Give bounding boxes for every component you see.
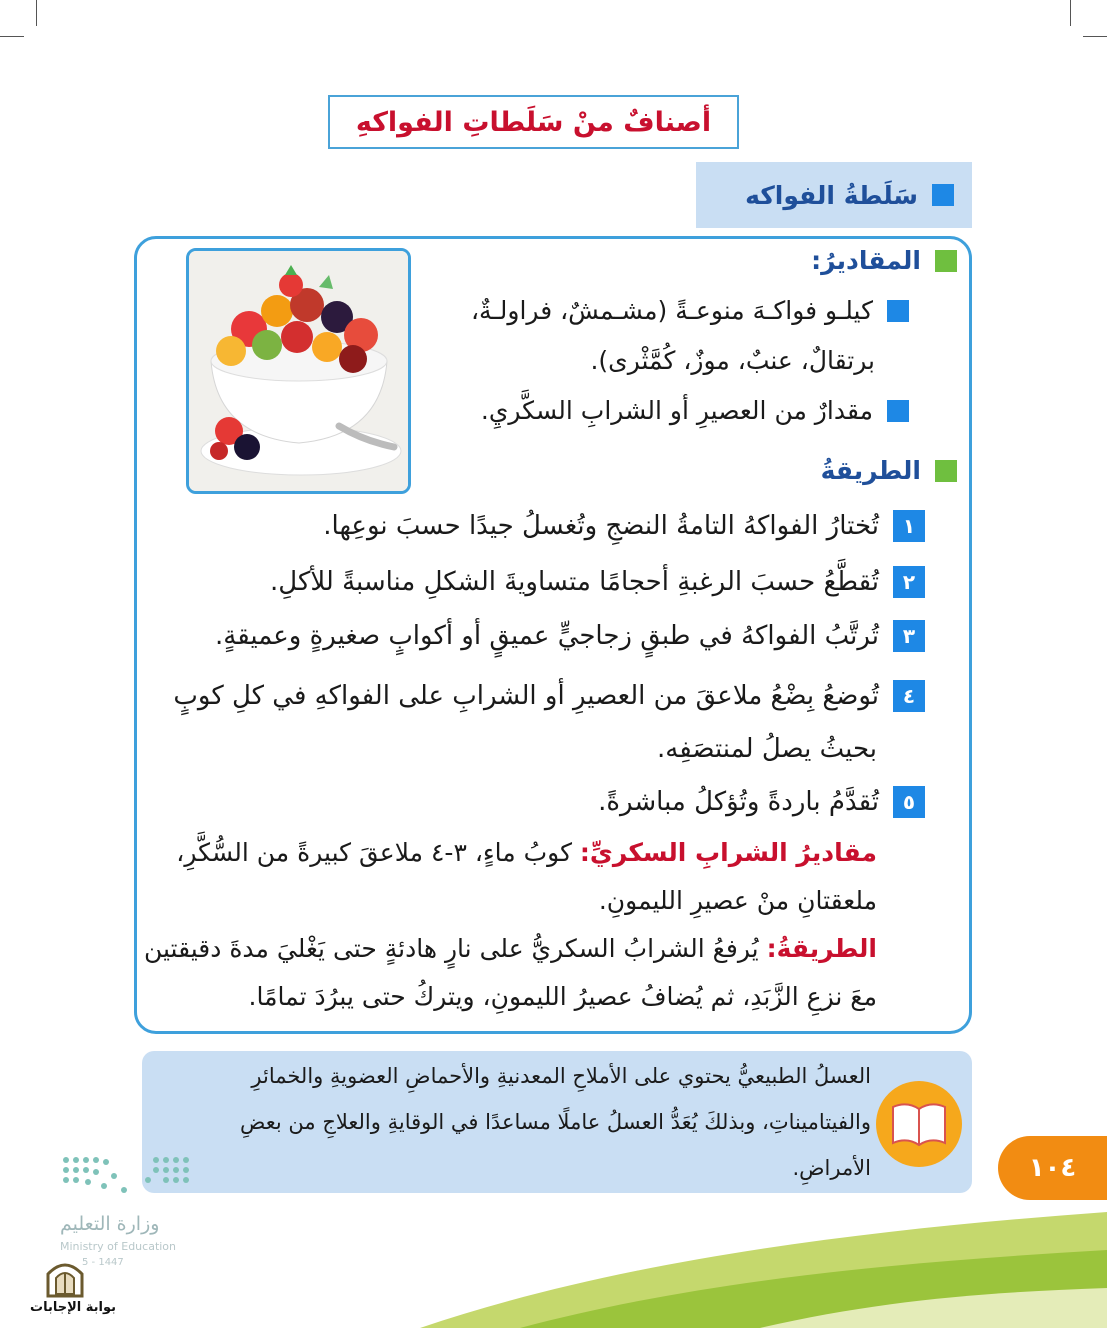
- portal-label: بوابة الإجابات: [30, 1300, 116, 1315]
- ingredient-item: [471, 296, 909, 325]
- syrup-ingredients: [176, 838, 877, 867]
- step-text: تُختارُ الفواكهُ التامةُ النضجِ وتُغسلُ جيدًا حسبَ نوعِها.: [323, 511, 879, 541]
- syrup-method-text: معَ نزعِ الزَّبَدِ، ثم يُضافُ عصيرُ الليمونِ، ويتركُ حتى يبرُدَ تمامًا.: [248, 982, 877, 1011]
- method-heading: [821, 456, 957, 485]
- syrup-method-label: الطريقةُ:: [766, 934, 877, 963]
- ingredient-item: [481, 396, 909, 425]
- section-header: [696, 162, 972, 228]
- fruit-bowl-illustration: [189, 251, 408, 491]
- ingredient-text: برتقالٌ، عنبٌ، موزٌ، كُمَّثْرى).: [590, 346, 875, 375]
- ministry-name-ar: وزارة التعليم: [60, 1213, 160, 1235]
- syrup-method-text: يُرفعُ الشرابُ السكريُّ على نارٍ هادئةٍ حتى يَغْليَ مدةَ دقيقتين: [143, 934, 759, 963]
- syrup-method: [144, 934, 877, 963]
- ingredient-item-continued: [590, 346, 875, 375]
- ingredient-text: مقدارٌ من العصيرِ أو الشرابِ السكَّريِ.: [480, 396, 873, 425]
- step-text: بحيثُ يصلُ لمنتصَفِه.: [657, 734, 877, 764]
- ministry-name-en: Ministry of Education: [60, 1240, 177, 1253]
- section-title: سَلَطةُ الفواكه: [745, 180, 918, 210]
- step-text: تُقطَّعُ حسبَ الرغبةِ أحجامًا متساويةَ الشكلِ مناسبةً للأكلِ.: [270, 567, 879, 597]
- info-line: الأمراضِ.: [792, 1156, 871, 1180]
- page-number-text: ١٠٤: [1028, 1153, 1077, 1183]
- fruit-salad-photo: [186, 248, 411, 494]
- info-text: [792, 1156, 871, 1180]
- info-line: والفيتاميناتِ، وبذلكَ يُعَدُّ العسلُ عاملًا مساعدًا في الوقايةِ والعلاجِ من بعضِ: [240, 1110, 871, 1134]
- open-book-icon: [889, 1099, 949, 1149]
- step-text: تُرتَّبُ الفواكهُ في طبقٍ زجاجيٍّ عميقٍ أو أكوابٍ صغيرةٍ وعميقةٍ.: [215, 621, 879, 651]
- info-line: العسلُ الطبيعيُّ يحتوي على الأملاحِ المعدنيةِ والأحماضِ العضويةِ والخمائرِ: [251, 1064, 871, 1088]
- page-number: [998, 1136, 1107, 1200]
- ministry-year: 5 - 1447: [82, 1257, 124, 1268]
- page-title: [328, 95, 739, 149]
- method-step: [173, 680, 925, 712]
- ingredients-heading: [811, 246, 957, 275]
- green-square-icon: [935, 250, 957, 272]
- info-text: [251, 1064, 871, 1088]
- step-number: ٢: [893, 566, 925, 598]
- step-number: ٤: [893, 680, 925, 712]
- square-bullet-icon: [887, 400, 909, 422]
- method-step: [323, 510, 925, 542]
- portal-logo: [28, 1256, 102, 1326]
- syrup-method-continued: [249, 982, 877, 1011]
- method-heading-text: الطريقةُ: [820, 456, 921, 485]
- square-bullet-icon: [932, 184, 954, 206]
- syrup-label: مقاديرُ الشرابِ السكريِّ:: [579, 838, 877, 867]
- square-bullet-icon: [887, 300, 909, 322]
- syrup-ingredients-continued: [599, 886, 877, 915]
- method-step-continued: [657, 734, 877, 764]
- step-number: ٣: [893, 620, 925, 652]
- green-square-icon: [935, 460, 957, 482]
- method-step: [598, 786, 925, 818]
- ingredient-text: كيلـو فواكـهَ منوعـةً (مشـمشٌ، فراولـةٌ،: [470, 296, 873, 325]
- step-number: ١: [893, 510, 925, 542]
- book-icon: [876, 1081, 962, 1167]
- step-text: تُقدَّمُ باردةً وتُؤكلُ مباشرةً.: [598, 787, 879, 817]
- syrup-text: كوبُ ماءٍ، ٣-٤ ملاعقَ كبيرةً من السُّكَّرِ،: [176, 838, 572, 867]
- page-title-text: أصنافٌ منْ سَلَطاتِ الفواكهِ: [355, 106, 712, 138]
- method-step: [215, 620, 925, 652]
- syrup-text: ملعقتانِ منْ عصيرِ الليمونِ.: [598, 886, 877, 915]
- step-text: تُوضعُ بِضْعُ ملاعقَ من العصيرِ أو الشرابِ على الفواكهِ في كلِ كوبٍ: [173, 681, 879, 711]
- method-step: [270, 566, 925, 598]
- ingredients-heading-text: المقاديرُ:: [811, 246, 921, 275]
- step-number: ٥: [893, 786, 925, 818]
- info-text: [240, 1110, 871, 1134]
